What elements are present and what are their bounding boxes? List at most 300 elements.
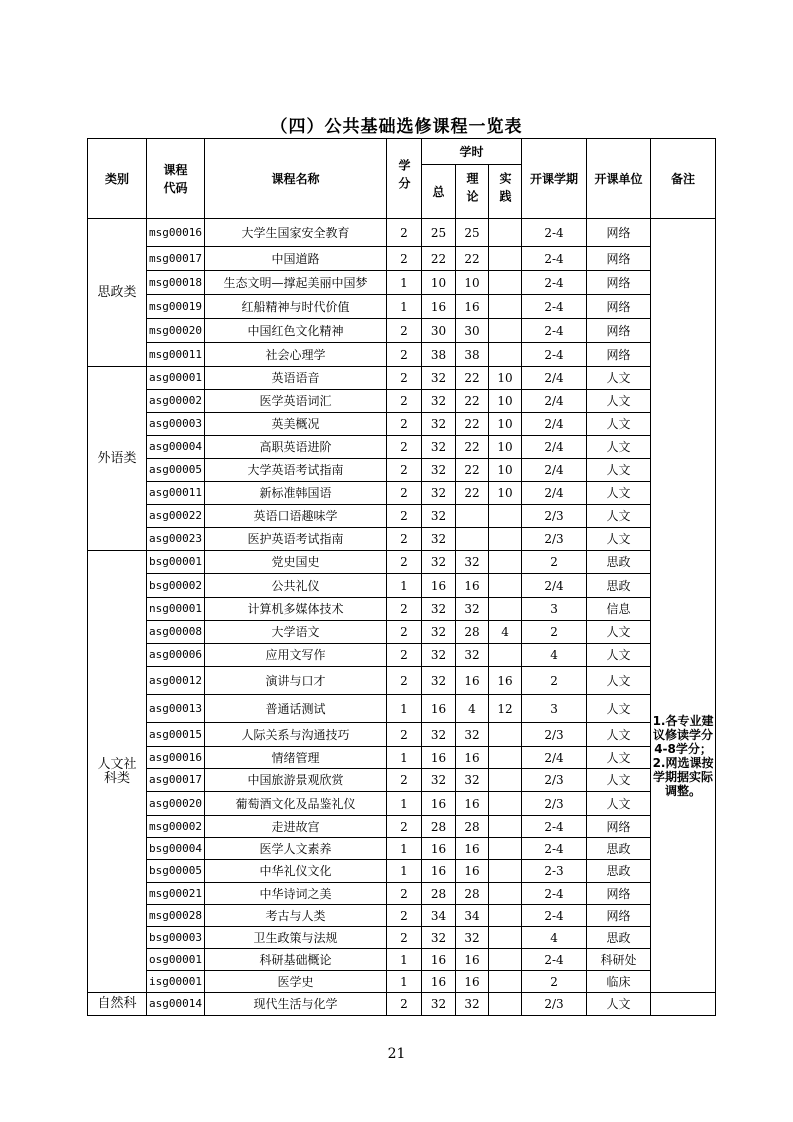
cell-code: asg00014: [147, 993, 205, 1016]
cell-unit: 网络: [587, 905, 651, 927]
cell-code: asg00003: [147, 413, 205, 436]
cell-term: 4: [522, 644, 587, 667]
cell-total: 16: [422, 949, 456, 971]
cell-practice: [489, 792, 522, 816]
cell-theory: 28: [456, 816, 489, 838]
cell-term: 2-4: [522, 343, 587, 367]
cell-practice: [489, 528, 522, 551]
cell-term: 2: [522, 551, 587, 574]
category-cell: [88, 219, 147, 367]
cell-practice: 16: [489, 667, 522, 695]
cell-practice: [489, 644, 522, 667]
cell-term: 2/4: [522, 574, 587, 598]
cell-name: 新标准韩国语: [205, 482, 387, 505]
cell-total: 32: [422, 723, 456, 747]
cell-unit: 网络: [587, 319, 651, 343]
cell-unit: 网络: [587, 295, 651, 319]
cell-name: 医学人文素养: [205, 838, 387, 860]
cell-code: asg00016: [147, 747, 205, 769]
cell-term: 2-4: [522, 247, 587, 271]
cell-name: 考古与人类: [205, 905, 387, 927]
cell-credit: 2: [387, 883, 422, 905]
cell-unit: 思政: [587, 551, 651, 574]
cell-credit: 2: [387, 723, 422, 747]
header-theory: 理论: [456, 165, 489, 219]
cell-name: 英语口语趣味学: [205, 505, 387, 528]
cell-theory: 22: [456, 436, 489, 459]
category-cell: [88, 367, 147, 551]
cell-theory: 30: [456, 319, 489, 343]
cell-total: 32: [422, 927, 456, 949]
cell-practice: [489, 927, 522, 949]
cell-term: 2-4: [522, 219, 587, 247]
cell-term: 4: [522, 927, 587, 949]
cell-credit: 2: [387, 343, 422, 367]
note-cell-empty: [651, 993, 716, 1016]
cell-theory: 16: [456, 860, 489, 883]
cell-practice: [489, 247, 522, 271]
cell-total: 32: [422, 528, 456, 551]
cell-code: asg00004: [147, 436, 205, 459]
cell-unit: 网络: [587, 271, 651, 295]
cell-code: asg00013: [147, 695, 205, 723]
cell-practice: [489, 295, 522, 319]
cell-code: msg00020: [147, 319, 205, 343]
cell-theory: 28: [456, 883, 489, 905]
cell-code: msg00017: [147, 247, 205, 271]
cell-name: 人际关系与沟通技巧: [205, 723, 387, 747]
cell-code: asg00001: [147, 367, 205, 390]
cell-total: 32: [422, 436, 456, 459]
cell-total: 16: [422, 860, 456, 883]
cell-theory: 16: [456, 667, 489, 695]
table-row: [88, 927, 716, 949]
cell-term: 2-4: [522, 295, 587, 319]
cell-code: asg00002: [147, 390, 205, 413]
cell-name: 高职英语进阶: [205, 436, 387, 459]
cell-term: 2-4: [522, 816, 587, 838]
cell-total: 28: [422, 816, 456, 838]
table-row: [88, 413, 716, 436]
cell-term: 2: [522, 971, 587, 993]
course-table: [87, 138, 716, 1016]
table-row: [88, 667, 716, 695]
category-cell: [88, 993, 147, 1016]
cell-term: 2/3: [522, 723, 587, 747]
table-row: [88, 723, 716, 747]
table-row: [88, 747, 716, 769]
cell-unit: 人文: [587, 459, 651, 482]
cell-practice: [489, 271, 522, 295]
cell-term: 2-4: [522, 883, 587, 905]
cell-theory: 25: [456, 219, 489, 247]
cell-credit: 2: [387, 413, 422, 436]
cell-credit: 1: [387, 295, 422, 319]
cell-name: 社会心理学: [205, 343, 387, 367]
cell-name: 应用文写作: [205, 644, 387, 667]
cell-term: 2/4: [522, 390, 587, 413]
cell-unit: 人文: [587, 413, 651, 436]
table-row: [88, 436, 716, 459]
table-row: [88, 367, 716, 390]
cell-name: 中华诗词之美: [205, 883, 387, 905]
cell-term: 2-3: [522, 860, 587, 883]
table-row: [88, 644, 716, 667]
cell-term: 2: [522, 667, 587, 695]
cell-name: 科研基础概论: [205, 949, 387, 971]
cell-practice: [489, 949, 522, 971]
cell-term: 2-4: [522, 319, 587, 343]
table-row: [88, 459, 716, 482]
cell-total: 32: [422, 598, 456, 621]
cell-name: 演讲与口才: [205, 667, 387, 695]
cell-practice: [489, 747, 522, 769]
cell-unit: 临床: [587, 971, 651, 993]
table-row: [88, 247, 716, 271]
cell-code: isg00001: [147, 971, 205, 993]
cell-unit: 人文: [587, 993, 651, 1016]
cell-theory: 32: [456, 723, 489, 747]
cell-credit: 2: [387, 505, 422, 528]
cell-credit: 1: [387, 695, 422, 723]
table-row: [88, 792, 716, 816]
table-row: [88, 905, 716, 927]
table-row: [88, 838, 716, 860]
cell-name: 普通话测试: [205, 695, 387, 723]
cell-term: 2/3: [522, 505, 587, 528]
table-row: [88, 319, 716, 343]
cell-credit: 1: [387, 747, 422, 769]
cell-total: 25: [422, 219, 456, 247]
cell-practice: 10: [489, 413, 522, 436]
cell-term: 2/4: [522, 367, 587, 390]
cell-total: 16: [422, 295, 456, 319]
cell-code: msg00011: [147, 343, 205, 367]
table-row: [88, 551, 716, 574]
cell-code: osg00001: [147, 949, 205, 971]
cell-unit: 人文: [587, 367, 651, 390]
cell-credit: 1: [387, 792, 422, 816]
cell-credit: 2: [387, 644, 422, 667]
cell-practice: 12: [489, 695, 522, 723]
cell-theory: 22: [456, 390, 489, 413]
header-unit: 开课单位: [587, 139, 651, 219]
cell-theory: 22: [456, 413, 489, 436]
cell-total: 22: [422, 247, 456, 271]
header-code: 课程代码: [147, 139, 205, 219]
cell-code: bsg00005: [147, 860, 205, 883]
cell-credit: 1: [387, 860, 422, 883]
cell-practice: [489, 905, 522, 927]
cell-code: asg00022: [147, 505, 205, 528]
cell-credit: 2: [387, 667, 422, 695]
cell-term: 2/3: [522, 792, 587, 816]
cell-practice: [489, 769, 522, 792]
cell-practice: [489, 598, 522, 621]
cell-practice: 10: [489, 390, 522, 413]
cell-theory: 22: [456, 247, 489, 271]
cell-unit: 网络: [587, 219, 651, 247]
table-row: [88, 993, 716, 1016]
cell-code: msg00028: [147, 905, 205, 927]
table-row: [88, 505, 716, 528]
cell-total: 10: [422, 271, 456, 295]
cell-practice: [489, 838, 522, 860]
cell-theory: 16: [456, 747, 489, 769]
cell-code: msg00019: [147, 295, 205, 319]
table-row: [88, 574, 716, 598]
cell-credit: 2: [387, 905, 422, 927]
cell-name: 英语语音: [205, 367, 387, 390]
cell-theory: 16: [456, 574, 489, 598]
cell-code: bsg00003: [147, 927, 205, 949]
table-row: [88, 621, 716, 644]
cell-total: 16: [422, 971, 456, 993]
cell-name: 中国旅游景观欣赏: [205, 769, 387, 792]
cell-theory: 16: [456, 971, 489, 993]
cell-unit: 网络: [587, 343, 651, 367]
header-name: 课程名称: [205, 139, 387, 219]
cell-practice: [489, 723, 522, 747]
cell-total: 30: [422, 319, 456, 343]
cell-term: 2-4: [522, 838, 587, 860]
cell-total: 32: [422, 667, 456, 695]
cell-unit: 思政: [587, 838, 651, 860]
cell-code: asg00011: [147, 482, 205, 505]
cell-credit: 2: [387, 247, 422, 271]
cell-theory: 32: [456, 598, 489, 621]
cell-name: 医学史: [205, 971, 387, 993]
cell-theory: 38: [456, 343, 489, 367]
table-row: [88, 295, 716, 319]
cell-total: 32: [422, 367, 456, 390]
cell-credit: 2: [387, 528, 422, 551]
cell-unit: 网络: [587, 883, 651, 905]
cell-total: 16: [422, 695, 456, 723]
cell-code: asg00005: [147, 459, 205, 482]
cell-practice: 10: [489, 367, 522, 390]
cell-total: 32: [422, 413, 456, 436]
category-label: 自然科: [97, 996, 137, 1011]
cell-unit: 人文: [587, 695, 651, 723]
cell-code: msg00018: [147, 271, 205, 295]
cell-practice: 10: [489, 436, 522, 459]
cell-practice: [489, 505, 522, 528]
cell-term: 2/4: [522, 747, 587, 769]
cell-unit: 科研处: [587, 949, 651, 971]
note-cell: 1.各专业建议修读学分4-8学分；2.网选课按学期据实际调整。: [651, 219, 716, 993]
cell-name: 中华礼仪文化: [205, 860, 387, 883]
cell-code: asg00006: [147, 644, 205, 667]
cell-practice: [489, 993, 522, 1016]
cell-name: 生态文明—撑起美丽中国梦: [205, 271, 387, 295]
header-hours: 学时: [422, 139, 522, 165]
cell-credit: 2: [387, 319, 422, 343]
cell-code: asg00020: [147, 792, 205, 816]
cell-term: 2/3: [522, 528, 587, 551]
cell-name: 党史国史: [205, 551, 387, 574]
table-row: [88, 219, 716, 247]
cell-total: 16: [422, 574, 456, 598]
cell-unit: 人文: [587, 644, 651, 667]
cell-theory: 16: [456, 949, 489, 971]
cell-total: 32: [422, 621, 456, 644]
table-row: [88, 528, 716, 551]
cell-total: 38: [422, 343, 456, 367]
cell-credit: 2: [387, 551, 422, 574]
cell-theory: 16: [456, 295, 489, 319]
cell-term: 2/4: [522, 436, 587, 459]
table-row: [88, 598, 716, 621]
cell-theory: [456, 505, 489, 528]
header-credit: 学分: [387, 139, 422, 219]
cell-credit: 2: [387, 436, 422, 459]
cell-theory: 28: [456, 621, 489, 644]
cell-unit: 人文: [587, 482, 651, 505]
header-term: 开课学期: [522, 139, 587, 219]
cell-theory: [456, 528, 489, 551]
cell-unit: 人文: [587, 390, 651, 413]
cell-credit: 2: [387, 927, 422, 949]
cell-theory: 34: [456, 905, 489, 927]
cell-theory: 16: [456, 792, 489, 816]
cell-practice: [489, 860, 522, 883]
cell-name: 中国红色文化精神: [205, 319, 387, 343]
cell-code: bsg00002: [147, 574, 205, 598]
cell-unit: 思政: [587, 574, 651, 598]
cell-total: 32: [422, 644, 456, 667]
cell-credit: 2: [387, 993, 422, 1016]
cell-term: 2-4: [522, 271, 587, 295]
cell-practice: [489, 219, 522, 247]
cell-credit: 2: [387, 459, 422, 482]
cell-credit: 2: [387, 482, 422, 505]
cell-code: asg00017: [147, 769, 205, 792]
cell-term: 3: [522, 598, 587, 621]
cell-theory: 32: [456, 644, 489, 667]
cell-code: bsg00004: [147, 838, 205, 860]
cell-code: nsg00001: [147, 598, 205, 621]
table-row: [88, 769, 716, 792]
cell-term: 2/3: [522, 993, 587, 1016]
cell-credit: 2: [387, 367, 422, 390]
table-row: [88, 390, 716, 413]
cell-name: 计算机多媒体技术: [205, 598, 387, 621]
cell-credit: 1: [387, 949, 422, 971]
cell-name: 大学语文: [205, 621, 387, 644]
table-row: [88, 883, 716, 905]
cell-name: 医学英语词汇: [205, 390, 387, 413]
cell-practice: [489, 816, 522, 838]
cell-term: 3: [522, 695, 587, 723]
table-row: [88, 271, 716, 295]
cell-name: 走进故宫: [205, 816, 387, 838]
cell-name: 情绪管理: [205, 747, 387, 769]
cell-name: 大学英语考试指南: [205, 459, 387, 482]
cell-total: 32: [422, 769, 456, 792]
cell-theory: 16: [456, 838, 489, 860]
cell-credit: 1: [387, 574, 422, 598]
cell-credit: 1: [387, 838, 422, 860]
category-label: 人文社科类: [97, 756, 137, 786]
header-practice: 实践: [489, 165, 522, 219]
header-category: 类别: [88, 139, 147, 219]
cell-unit: 人文: [587, 747, 651, 769]
cell-practice: [489, 551, 522, 574]
cell-code: asg00015: [147, 723, 205, 747]
table-row: [88, 971, 716, 993]
table-row: [88, 695, 716, 723]
cell-theory: 32: [456, 769, 489, 792]
page-title: （四）公共基础选修课程一览表: [270, 117, 523, 137]
table-row: [88, 343, 716, 367]
header-total: 总: [422, 165, 456, 219]
cell-credit: 2: [387, 390, 422, 413]
cell-term: 2-4: [522, 949, 587, 971]
cell-credit: 2: [387, 219, 422, 247]
cell-code: msg00002: [147, 816, 205, 838]
cell-theory: 22: [456, 482, 489, 505]
table-row: [88, 816, 716, 838]
category-cell: [88, 551, 147, 993]
cell-theory: 32: [456, 927, 489, 949]
cell-credit: 1: [387, 971, 422, 993]
cell-unit: 人文: [587, 528, 651, 551]
cell-practice: 10: [489, 482, 522, 505]
table-row: [88, 949, 716, 971]
cell-total: 32: [422, 482, 456, 505]
cell-theory: 4: [456, 695, 489, 723]
cell-unit: 人文: [587, 667, 651, 695]
cell-unit: 思政: [587, 860, 651, 883]
cell-name: 英美概况: [205, 413, 387, 436]
cell-name: 大学生国家安全教育: [205, 219, 387, 247]
cell-unit: 人文: [587, 436, 651, 459]
cell-code: msg00021: [147, 883, 205, 905]
cell-practice: [489, 971, 522, 993]
cell-unit: 人文: [587, 723, 651, 747]
cell-credit: 2: [387, 621, 422, 644]
cell-total: 32: [422, 505, 456, 528]
cell-name: 公共礼仪: [205, 574, 387, 598]
category-label: 思政类: [97, 284, 137, 300]
cell-name: 中国道路: [205, 247, 387, 271]
page-number: 21: [387, 1046, 406, 1062]
cell-practice: [489, 319, 522, 343]
cell-unit: 思政: [587, 927, 651, 949]
cell-practice: 4: [489, 621, 522, 644]
cell-practice: [489, 574, 522, 598]
cell-term: 2: [522, 621, 587, 644]
cell-code: asg00012: [147, 667, 205, 695]
cell-total: 16: [422, 747, 456, 769]
cell-total: 16: [422, 838, 456, 860]
cell-theory: 32: [456, 993, 489, 1016]
cell-name: 卫生政策与法规: [205, 927, 387, 949]
cell-term: 2-4: [522, 905, 587, 927]
cell-theory: 32: [456, 551, 489, 574]
cell-total: 32: [422, 993, 456, 1016]
cell-name: 现代生活与化学: [205, 993, 387, 1016]
table-row: [88, 860, 716, 883]
cell-code: bsg00001: [147, 551, 205, 574]
cell-code: asg00023: [147, 528, 205, 551]
cell-total: 32: [422, 390, 456, 413]
cell-theory: 22: [456, 367, 489, 390]
cell-practice: [489, 883, 522, 905]
cell-term: 2/4: [522, 482, 587, 505]
cell-unit: 人文: [587, 792, 651, 816]
